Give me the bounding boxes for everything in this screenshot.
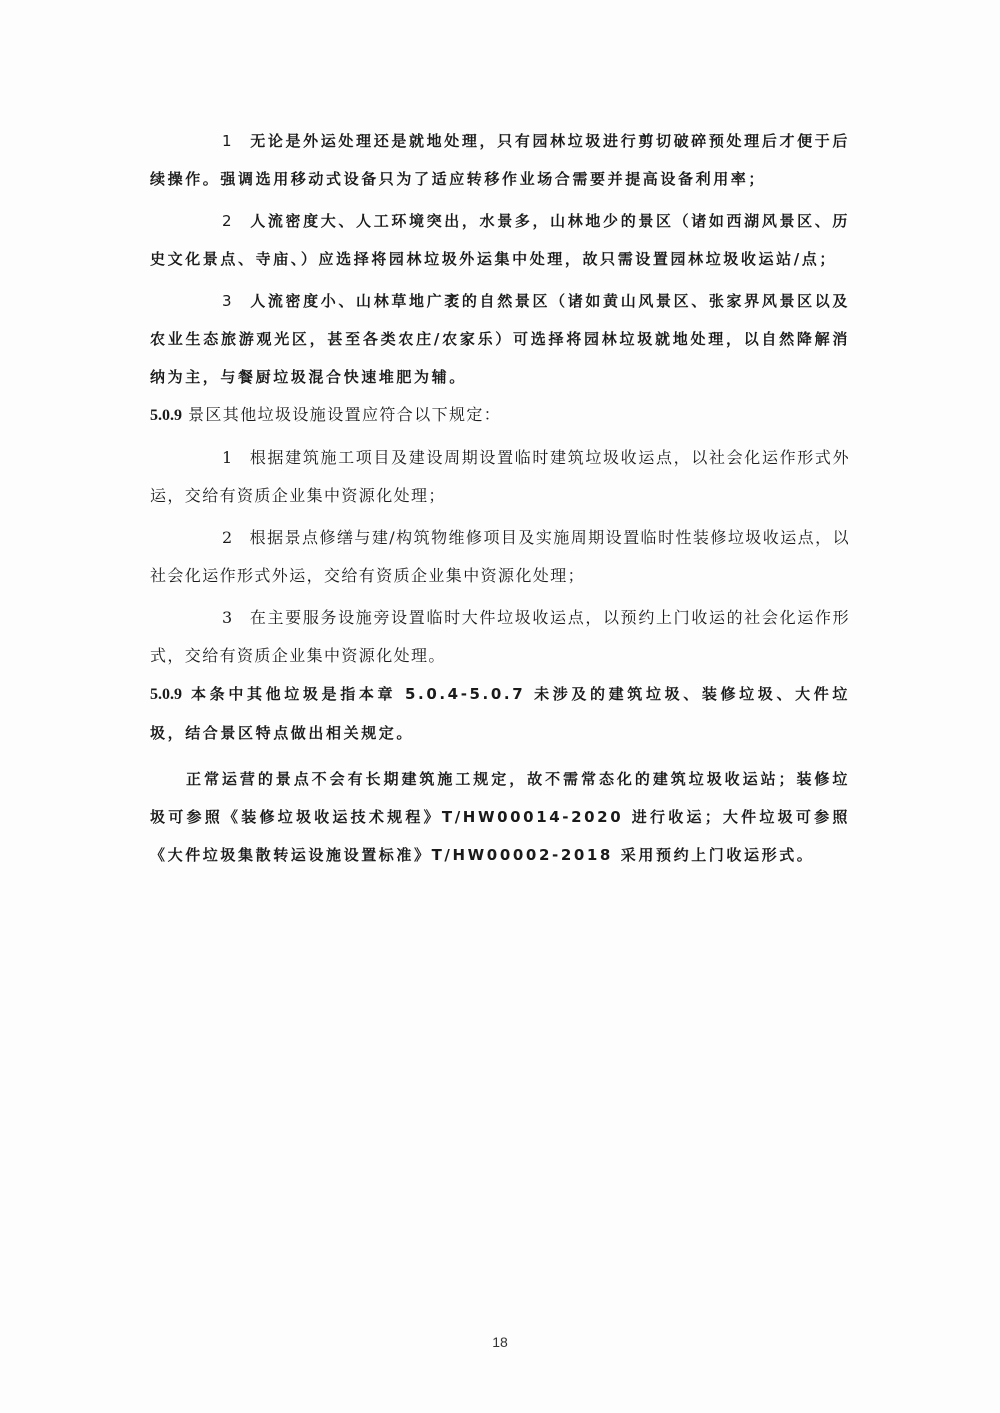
explanation-item-2 [150,202,850,278]
explanation-item-3-number: 3 [222,292,235,310]
explanation-item-1-text: 无论是外运处理还是就地处理，只有园林垃圾进行剪切破碎预处理后才便于后续操作。强调选用移动式设备只为了适应转移作业场合需要并提高设备利用率； [150,132,850,188]
explanation-bottom-heading [150,675,850,752]
clause-item-1-text: 根据建筑施工项目及建设周期设置临时建筑垃圾收运点，以社会化运作形式外运，交给有资质企业集中资源化处理； [150,448,850,505]
clause-item-3-text: 在主要服务设施旁设置临时大件垃圾收运点，以预约上门收运的社会化运作形式，交给有资质企业集中资源化处理。 [150,608,850,665]
clause-heading [150,396,850,435]
clause-item-3-number: 3 [222,608,234,627]
explanation-item-1-number: 1 [222,132,235,150]
page-content [150,122,850,874]
clause-item-2-text: 根据景点修缮与建/构筑物维修项目及实施周期设置临时性装修垃圾收运点，以社会化运作形式外运，交给有资质企业集中资源化处理； [150,528,850,585]
clause-item-1-number: 1 [222,448,234,467]
clause-item-3 [150,599,850,675]
clause-number: 5.0.9 [150,407,182,424]
page-number: 18 [492,1334,508,1350]
explanation-item-3-text: 人流密度小、山林草地广袤的自然景区（诸如黄山风景区、张家界风景区以及农业生态旅游观光区，甚至各类农庄/农家乐）可选择将园林垃圾就地处理，以自然降解消纳为主，与餐厨垃圾混合快速堆肥为辅。 [150,292,850,386]
explanation-bottom-number: 5.0.9 [150,686,182,703]
explanation-item-3 [150,282,850,396]
explanation-bottom-paragraph [150,760,850,874]
clause-item-2 [150,519,850,595]
explanation-bottom-text: 本条中其他垃圾是指本章 5.0.4-5.0.7 未涉及的建筑垃圾、装修垃圾、大件垃圾，结合景区特点做出相关规定。 [150,685,850,742]
explanation-bottom-paragraph-text: 正常运营的景点不会有长期建筑施工规定，故不需常态化的建筑垃圾收运站；装修垃圾可参照《装修垃圾收运技术规程》T/HW00014-2020 进行收运；大件垃圾可参照《大件垃圾集散转运设施设置标准》T/HW00002-2018 采用预约上门收运形式。 [150,770,850,864]
explanation-item-2-text: 人流密度大、人工环境突出，水景多，山林地少的景区（诸如西湖风景区、历史文化景点、寺庙、）应选择将园林垃圾外运集中处理，故只需设置园林垃圾收运站/点； [150,212,850,268]
clause-item-1 [150,439,850,515]
explanation-item-1 [150,122,850,198]
clause-item-2-number: 2 [222,528,234,547]
clause-title: 景区其他垃圾设施设置应符合以下规定： [188,405,502,424]
explanation-item-2-number: 2 [222,212,235,230]
